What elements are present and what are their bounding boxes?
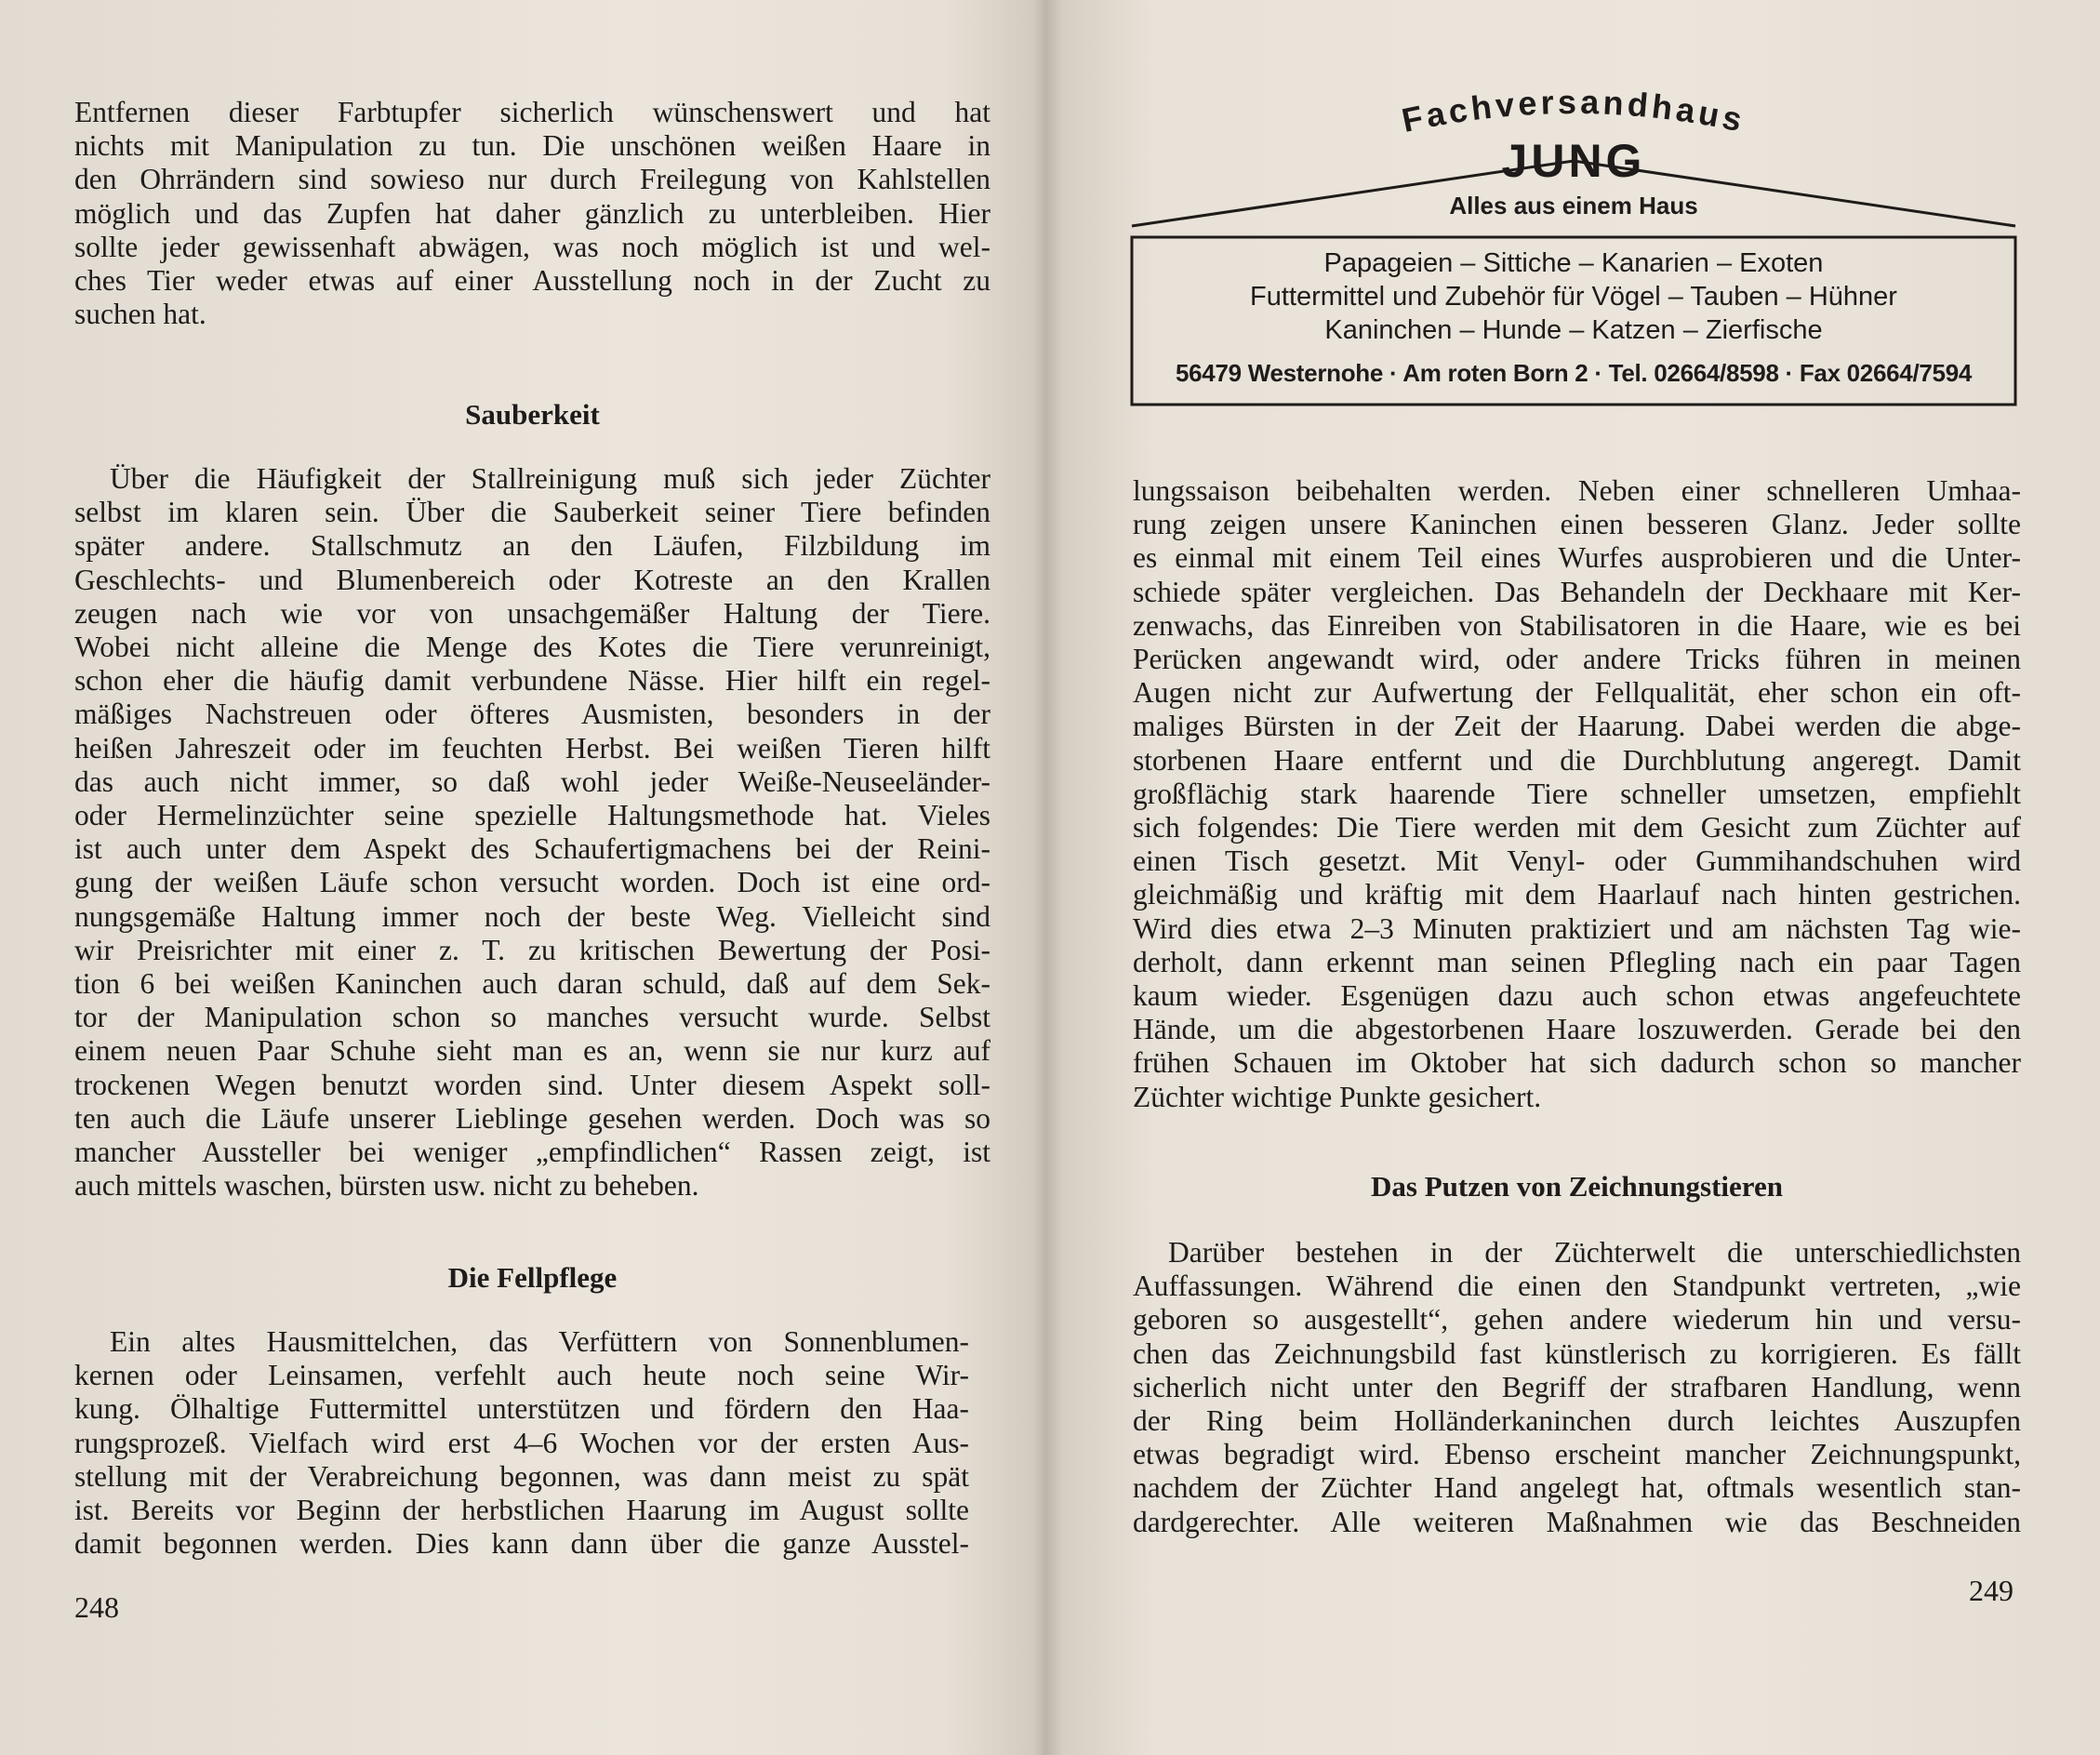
left-paragraph-3: [74, 1325, 969, 1561]
text-line: schiede später vergleichen. Das Behandeln der Deckhaare mit Ker-: [1133, 575, 2021, 608]
text-line: Perücken angewandt wird, oder andere Tricks führen in meinen: [1133, 643, 2021, 676]
text-line: den Ohrrändern sind sowieso nur durch Freilegung von Kahlstellen: [74, 163, 990, 196]
ad-slogan: Alles aus einem Haus: [1449, 192, 1698, 219]
text-line: ches Tier weder etwas auf einer Ausstellung noch in der Zucht zu: [74, 264, 990, 298]
left-paragraph-2: [74, 462, 990, 1203]
text-line: tion 6 bei weißen Kaninchen auch daran schuld, daß auf dem Sek-: [74, 967, 990, 1001]
text-line: trockenen Wegen benutzt worden sind. Unter diesem Aspekt soll-: [74, 1068, 990, 1101]
text-line: damit begonnen werden. Dies kann dann über die ganze Ausstel-: [74, 1527, 969, 1561]
text-line: suchen hat.: [74, 298, 206, 331]
text-line: etwas begradigt wird. Ebenso erscheint mancher Zeichnungspunkt,: [1133, 1438, 2021, 1471]
ad-arc-text: Fachversandhaus: [1398, 82, 1749, 140]
svg-text:Fachversandhaus: [1399, 83, 1749, 140]
text-line: sicherlich nicht unter den Begriff der strafbaren Handlung, wenn: [1133, 1370, 2021, 1403]
text-line: zeugen nach wie vor von unsachgemäßer Haltung der Tiere.: [74, 596, 990, 630]
text-line: heißen Jahreszeit oder im feuchten Herbst. Bei weißen Tieren hilft: [74, 731, 990, 764]
text-line: Entfernen dieser Farbtupfer sicherlich wünschenswert und hat: [74, 96, 990, 128]
text-line: kaum wieder. Esgenügen dazu auch schon etwas angefeuchtete: [1133, 979, 2021, 1013]
text-line: ist. Bereits vor Beginn der herbstlichen Haarung im August sollte: [74, 1494, 969, 1527]
text-line: es einmal mit einem Teil eines Wurfes ausprobieren und die Unter-: [1133, 541, 2021, 575]
text-line: ist auch unter dem Aspekt des Schaufertigmachens bei der Reini-: [74, 832, 990, 866]
text-line: der Ring beim Holländerkaninchen durch leichtes Auszupfen: [1133, 1404, 2021, 1438]
text-line: maliges Bürsten in der Zeit der Haarung. Dabei werden die abge-: [1133, 710, 2021, 743]
text-line: großflächig stark haarende Tiere schneller umsetzen, empfiehlt: [1133, 777, 2021, 810]
text-line: wir Preisrichter mit einer z. T. zu kritischen Bewertung der Posi-: [74, 933, 990, 966]
text-line: rung zeigen unsere Kaninchen einen besseren Glanz. Jeder sollte: [1133, 508, 2021, 541]
ad-line-2: Futtermittel und Zubehör für Vögel – Tauben – Hühner: [1250, 282, 1897, 312]
text-line: Wird dies etwa 2–3 Minuten praktiziert und am nächsten Tag wie-: [1133, 911, 2021, 945]
text-line: einem neuen Paar Schuhe sieht man es an, wenn sie nur kurz auf: [74, 1034, 990, 1068]
text-line: dardgerechter. Alle weiteren Maßnahmen wie das Beschneiden: [1133, 1505, 2021, 1538]
text-line: einen Tisch gesetzt. Mit Venyl- oder Gummihandschuhen wird: [1133, 844, 2021, 878]
text-line: mäßiges Nachstreuen oder öfteres Ausmisten, besonders in der: [74, 698, 990, 731]
page-number-right: 249: [1969, 1574, 2014, 1607]
heading-putzen-zeichnungstiere: Das Putzen von Zeichnungstieren: [1371, 1170, 1783, 1203]
ad-line-1: Papageien – Sittiche – Kanarien – Exoten: [1323, 248, 1824, 278]
text-line: mancher Aussteller bei weniger „empfindlichen“ Rassen zeigt, ist: [74, 1136, 990, 1169]
text-line: stellung mit der Verabreichung begonnen, was dann meist zu spät: [74, 1459, 969, 1493]
right-paragraph-2: [1133, 1236, 2021, 1539]
text-line: nungsgemäße Haltung immer noch der beste Weg. Vielleicht sind: [74, 899, 990, 933]
text-line: Geschlechts- und Blumenbereich oder Kotreste an den Krallen: [74, 563, 990, 596]
text-line: Ein altes Hausmittelchen, das Verfüttern von Sonnenblumen-: [110, 1325, 969, 1358]
text-line: Augen nicht zur Aufwertung der Fellqualität, eher schon ein oft-: [1133, 676, 2021, 710]
page-number-left: 248: [74, 1590, 119, 1624]
right-paragraph-1: [1133, 474, 2021, 1114]
text-line: gung der weißen Läufe schon versucht worden. Doch ist eine ord-: [74, 866, 990, 899]
text-line: zenwachs, das Einreiben von Stabilisatoren in die Haare, wie es bei: [1133, 608, 2021, 642]
text-line: Wobei nicht alleine die Menge des Kotes die Tiere verunreinigt,: [74, 631, 990, 664]
text-line: kernen oder Leinsamen, verfehlt auch heute noch seine Wir-: [74, 1359, 969, 1392]
advertisement: [1128, 67, 2019, 409]
text-line: chen das Zeichnungsbild fast künstlerisch zu korrigieren. Es fällt: [1133, 1336, 2021, 1370]
text-line: Darüber bestehen in der Züchterwelt die unterschiedlichsten: [1168, 1236, 2021, 1269]
text-line: möglich und das Zupfen hat daher gänzlich zu unterbleiben. Hier: [74, 196, 990, 230]
text-line: Über die Häufigkeit der Stallreinigung muß sich jeder Züchter: [110, 462, 990, 495]
left-page: [0, 0, 1049, 1755]
text-line: ten auch die Läufe unserer Lieblinge gesehen werden. Doch was so: [74, 1101, 990, 1135]
text-line: storbenen Haare entfernt und die Durchblutung angeregt. Damit: [1133, 743, 2021, 777]
text-line: Auffassungen. Während die einen den Standpunkt vertreten, „wie: [1133, 1270, 2021, 1303]
ad-brand: JUNG: [1501, 135, 1646, 187]
ad-contact: 56479 Westernohe · Am roten Born 2 · Tel. 02664/8598 · Fax 02664/7594: [1175, 359, 1973, 387]
text-line: sollte jeder gewissenhaft abwägen, was noch möglich ist und wel-: [74, 230, 990, 263]
text-line: sich folgendes: Die Tiere werden mit dem Gesicht zum Züchter auf: [1133, 811, 2021, 844]
text-line: rungsprozeß. Vielfach wird erst 4–6 Wochen vor der ersten Aus-: [74, 1426, 969, 1459]
text-line: auch mittels waschen, bürsten usw. nicht zu beheben.: [74, 1169, 699, 1203]
text-line: später andere. Stallschmutz an den Läufen, Filzbildung im: [74, 529, 990, 563]
text-line: schon eher die häufig damit verbundene Nässe. Hier hilft ein regel-: [74, 664, 990, 698]
heading-fellpflege: Die Fellpflege: [447, 1261, 618, 1294]
left-paragraph-1: [74, 96, 990, 331]
text-line: selbst im klaren sein. Über die Sauberkeit seiner Tiere befinden: [74, 496, 990, 529]
text-line: frühen Schauen im Oktober hat sich dadurch schon so mancher: [1133, 1046, 2021, 1080]
text-line: gleichmäßig und kräftig mit dem Haarlauf nach hinten gestrichen.: [1133, 878, 2021, 911]
text-line: oder Hermelinzüchter seine spezielle Haltungsmethode hat. Vieles: [74, 799, 990, 832]
text-line: Hände, um die abgestorbenen Haare loszuwerden. Gerade bei den: [1133, 1013, 2021, 1046]
text-line: Züchter wichtige Punkte gesichert.: [1133, 1080, 1542, 1113]
text-line: derholt, dann erkennt man seinen Pflegling nach ein paar Tagen: [1133, 945, 2021, 978]
text-line: lungssaison beibehalten werden. Neben einer schnelleren Umhaa-: [1133, 474, 2021, 507]
text-line: tor der Manipulation schon so manches versucht wurde. Selbst: [74, 1001, 990, 1034]
text-line: das auch nicht immer, so daß wohl jeder Weiße-Neuseeländer-: [74, 764, 990, 798]
text-line: nachdem der Züchter Hand angelegt hat, oftmals wesentlich stan-: [1133, 1471, 2021, 1505]
heading-sauberkeit: Sauberkeit: [465, 398, 600, 431]
text-line: nichts mit Manipulation zu tun. Die unschönen weißen Haare in: [74, 129, 990, 163]
ad-line-3: Kaninchen – Hunde – Katzen – Zierfische: [1324, 315, 1823, 345]
text-line: geboren so ausgestellt“, gehen andere wiederum hin und versu-: [1133, 1303, 2021, 1336]
text-line: kung. Ölhaltige Futtermittel unterstützen und fördern den Haa-: [74, 1392, 969, 1426]
